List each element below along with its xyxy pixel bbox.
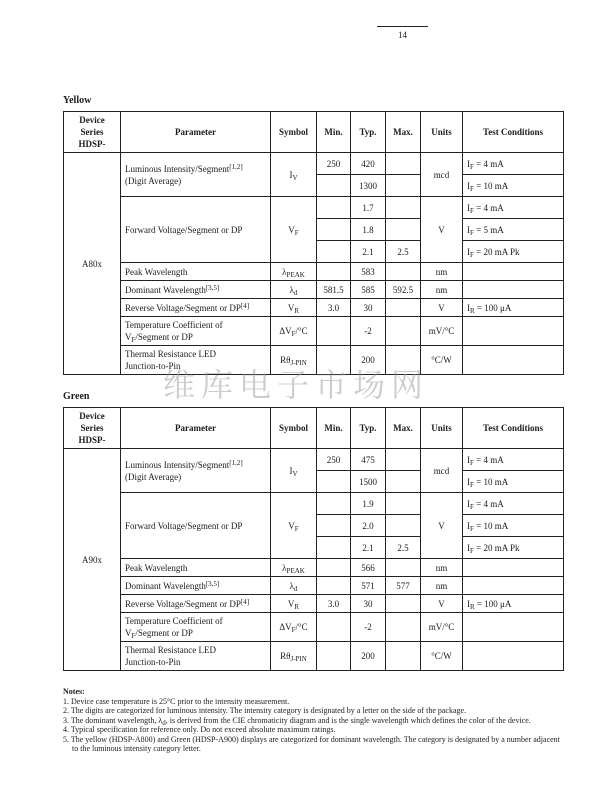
param-cell: Dominant Wavelength[3,5] xyxy=(121,577,271,595)
header-device: Device Series HDSP- xyxy=(64,408,121,449)
device-cell: A80x xyxy=(64,153,121,375)
typ-cell: 420 xyxy=(351,153,386,175)
max-cell xyxy=(386,449,421,471)
header-symbol: Symbol xyxy=(271,408,317,449)
max-cell xyxy=(386,153,421,175)
units-cell: °C/W xyxy=(421,642,463,671)
min-cell xyxy=(317,317,351,346)
param-cell: Luminous Intensity/Segment[1,2] (Digit Average) xyxy=(121,449,271,493)
min-cell xyxy=(317,471,351,493)
symbol-cell: $R\theta_{J-PIN}$ xyxy=(271,642,317,671)
min-cell xyxy=(317,493,351,515)
param-cell: Peak Wavelength xyxy=(121,559,271,577)
max-cell: 577 xyxy=(386,577,421,595)
note-item: 5. The yellow (HDSP-A800) and Green (HDSP-A900) displays are categorized for dominant wavelength. The category is designated by a number adjacent to the luminous intensity category letter. xyxy=(63,734,560,753)
header-min: Min. xyxy=(317,112,351,153)
min-cell: 581.5 xyxy=(317,281,351,299)
units-cell: nm xyxy=(421,263,463,281)
min-cell xyxy=(317,577,351,595)
units-cell: V xyxy=(421,197,463,263)
symbol-cell: $I_V$ xyxy=(271,153,317,197)
param-cell: Dominant Wavelength[3,5] xyxy=(121,281,271,299)
header-min: Min. xyxy=(317,408,351,449)
note-item: 3. The dominant wavelength, $\lambda_d$, is derived from the CIE chromaticity diagram and is the single wavelength which defines the color of the device. xyxy=(63,715,531,727)
min-cell: 3.0 xyxy=(317,299,351,317)
param-cell: Temperature Coefficient of $V_F$/Segment or DP xyxy=(121,613,271,642)
min-cell xyxy=(317,559,351,577)
max-cell xyxy=(386,197,421,219)
symbol-cell: $V_F$ xyxy=(271,197,317,263)
units-cell: mcd xyxy=(421,153,463,197)
min-cell xyxy=(317,515,351,537)
table-row xyxy=(64,317,564,346)
max-cell xyxy=(386,493,421,515)
max-cell xyxy=(386,263,421,281)
table-row xyxy=(64,613,564,642)
max-cell xyxy=(386,613,421,642)
max-cell xyxy=(386,317,421,346)
table-row xyxy=(64,299,564,317)
max-cell xyxy=(386,346,421,375)
test-conditions-cell xyxy=(463,263,564,281)
symbol-cell: $I_V$ xyxy=(271,449,317,493)
header-units: Units xyxy=(421,408,463,449)
test-conditions-cell: $I_F = 10$ mA xyxy=(463,175,564,197)
units-cell: mV/°C xyxy=(421,317,463,346)
typ-cell: -2 xyxy=(351,317,386,346)
header-units: Units xyxy=(421,112,463,153)
test-conditions-cell: $I_F = 4$ mA xyxy=(463,449,564,471)
header-max: Max. xyxy=(386,408,421,449)
typ-cell: 2.0 xyxy=(351,515,386,537)
min-cell: 250 xyxy=(317,449,351,471)
device-cell: A90x xyxy=(64,449,121,671)
table-row xyxy=(64,263,564,281)
units-cell: nm xyxy=(421,559,463,577)
test-conditions-cell: $I_F = 10$ mA xyxy=(463,471,564,493)
symbol-cell: $\lambda_d$ xyxy=(271,577,317,595)
min-cell xyxy=(317,346,351,375)
min-cell xyxy=(317,642,351,671)
typ-cell: 200 xyxy=(351,346,386,375)
param-cell: Thermal Resistance LED Junction-to-Pin xyxy=(121,346,271,375)
typ-cell: 571 xyxy=(351,577,386,595)
min-cell xyxy=(317,613,351,642)
typ-cell: 1.7 xyxy=(351,197,386,219)
table-row xyxy=(64,346,564,375)
test-conditions-cell: $I_F = 10$ mA xyxy=(463,515,564,537)
max-cell xyxy=(386,471,421,493)
typ-cell: 585 xyxy=(351,281,386,299)
units-cell: mcd xyxy=(421,449,463,493)
note-item: 2. The digits are categorized for luminous intensity. The intensity category is designated by a letter on the side of the package. xyxy=(63,706,467,715)
test-conditions-cell: $I_R = 100$ μA xyxy=(463,299,564,317)
table-row xyxy=(64,281,564,299)
symbol-cell: $R\theta_{J-PIN}$ xyxy=(271,346,317,375)
symbol-cell: $V_R$ xyxy=(271,595,317,613)
max-cell xyxy=(386,175,421,197)
param-cell: Reverse Voltage/Segment or DP[4] xyxy=(121,299,271,317)
header-max: Max. xyxy=(386,112,421,153)
table-row xyxy=(64,153,564,175)
symbol-cell: $\lambda_{PEAK}$ xyxy=(271,263,317,281)
table-row xyxy=(64,197,564,219)
watermark-text: 维库电子市场网 xyxy=(163,366,430,404)
header-row xyxy=(64,112,564,153)
test-conditions-cell xyxy=(463,642,564,671)
header-typ: Typ. xyxy=(351,112,386,153)
test-conditions-cell: $I_R = 100$ μA xyxy=(463,595,564,613)
section-title-yellow: Yellow xyxy=(63,95,92,106)
table-row xyxy=(64,577,564,595)
yellow-spec-table xyxy=(63,111,564,375)
units-cell: V xyxy=(421,299,463,317)
units-cell: nm xyxy=(421,281,463,299)
green-spec-table xyxy=(63,407,564,671)
param-cell: Temperature Coefficient of $V_F$/Segment or DP xyxy=(121,317,271,346)
typ-cell: 200 xyxy=(351,642,386,671)
symbol-cell: $\Delta V_F/^\circ C$ xyxy=(271,317,317,346)
test-conditions-cell xyxy=(463,577,564,595)
test-conditions-cell xyxy=(463,281,564,299)
max-cell xyxy=(386,515,421,537)
param-cell: Forward Voltage/Segment or DP xyxy=(121,197,271,263)
param-cell: Forward Voltage/Segment or DP xyxy=(121,493,271,559)
test-conditions-cell: $I_F = 4$ mA xyxy=(463,197,564,219)
param-cell: Peak Wavelength xyxy=(121,263,271,281)
table-row xyxy=(64,642,564,671)
max-cell xyxy=(386,559,421,577)
table-row xyxy=(64,493,564,515)
table-row xyxy=(64,559,564,577)
typ-cell: 30 xyxy=(351,595,386,613)
typ-cell: 1.8 xyxy=(351,219,386,241)
min-cell xyxy=(317,197,351,219)
typ-cell: 1300 xyxy=(351,175,386,197)
test-conditions-cell: $I_F = 5$ mA xyxy=(463,219,564,241)
param-cell: Reverse Voltage/Segment or DP[4] xyxy=(121,595,271,613)
test-conditions-cell: $I_F = 4$ mA xyxy=(463,153,564,175)
max-cell xyxy=(386,299,421,317)
header-typ: Typ. xyxy=(351,408,386,449)
note-item: 4. Typical specification for reference only. Do not exceed absolute maximum ratings. xyxy=(63,725,336,734)
typ-cell: 1.9 xyxy=(351,493,386,515)
table-row xyxy=(64,595,564,613)
notes-section xyxy=(63,687,563,754)
header-symbol: Symbol xyxy=(271,112,317,153)
notes-title: Notes: xyxy=(63,687,85,696)
max-cell xyxy=(386,219,421,241)
min-cell: 3.0 xyxy=(317,595,351,613)
test-conditions-cell: $I_F = 4$ mA xyxy=(463,493,564,515)
typ-cell: 30 xyxy=(351,299,386,317)
param-cell: Luminous Intensity/Segment[1,2] (Digit Average) xyxy=(121,153,271,197)
max-cell: 2.5 xyxy=(386,537,421,559)
symbol-cell: $V_F$ xyxy=(271,493,317,559)
units-cell: V xyxy=(421,595,463,613)
test-conditions-cell xyxy=(463,613,564,642)
header-parameter: Parameter xyxy=(121,408,271,449)
symbol-cell: $\lambda_{PEAK}$ xyxy=(271,559,317,577)
min-cell xyxy=(317,219,351,241)
typ-cell: 566 xyxy=(351,559,386,577)
units-cell: °C/W xyxy=(421,346,463,375)
typ-cell: 2.1 xyxy=(351,537,386,559)
min-cell xyxy=(317,175,351,197)
page-number: 14 xyxy=(377,26,428,40)
typ-cell: 475 xyxy=(351,449,386,471)
section-title-green: Green xyxy=(63,391,90,402)
units-cell: V xyxy=(421,493,463,559)
header-test-conditions: Test Conditions xyxy=(463,408,564,449)
typ-cell: -2 xyxy=(351,613,386,642)
typ-cell: 583 xyxy=(351,263,386,281)
min-cell xyxy=(317,263,351,281)
min-cell xyxy=(317,241,351,263)
page-content xyxy=(63,95,563,754)
param-cell: Thermal Resistance LED Junction-to-Pin xyxy=(121,642,271,671)
note-item: 1. Device case temperature is 25°C prior to the intensity measurement. xyxy=(63,696,290,706)
max-cell: 592.5 xyxy=(386,281,421,299)
min-cell xyxy=(317,537,351,559)
typ-cell: 2.1 xyxy=(351,241,386,263)
symbol-cell: $\lambda_d$ xyxy=(271,281,317,299)
table-row xyxy=(64,449,564,471)
max-cell xyxy=(386,595,421,613)
test-conditions-cell xyxy=(463,559,564,577)
test-conditions-cell: $I_F = 20$ mA Pk xyxy=(463,241,564,263)
header-device: Device Series HDSP- xyxy=(64,112,121,153)
units-cell: mV/°C xyxy=(421,613,463,642)
symbol-cell: $\Delta V_F/^\circ C$ xyxy=(271,613,317,642)
test-conditions-cell xyxy=(463,317,564,346)
symbol-cell: $V_R$ xyxy=(271,299,317,317)
max-cell: 2.5 xyxy=(386,241,421,263)
test-conditions-cell xyxy=(463,346,564,375)
typ-cell: 1500 xyxy=(351,471,386,493)
header-parameter: Parameter xyxy=(121,112,271,153)
units-cell: nm xyxy=(421,577,463,595)
max-cell xyxy=(386,642,421,671)
header-row xyxy=(64,408,564,449)
min-cell: 250 xyxy=(317,153,351,175)
test-conditions-cell: $I_F = 20$ mA Pk xyxy=(463,537,564,559)
header-test-conditions: Test Conditions xyxy=(463,112,564,153)
